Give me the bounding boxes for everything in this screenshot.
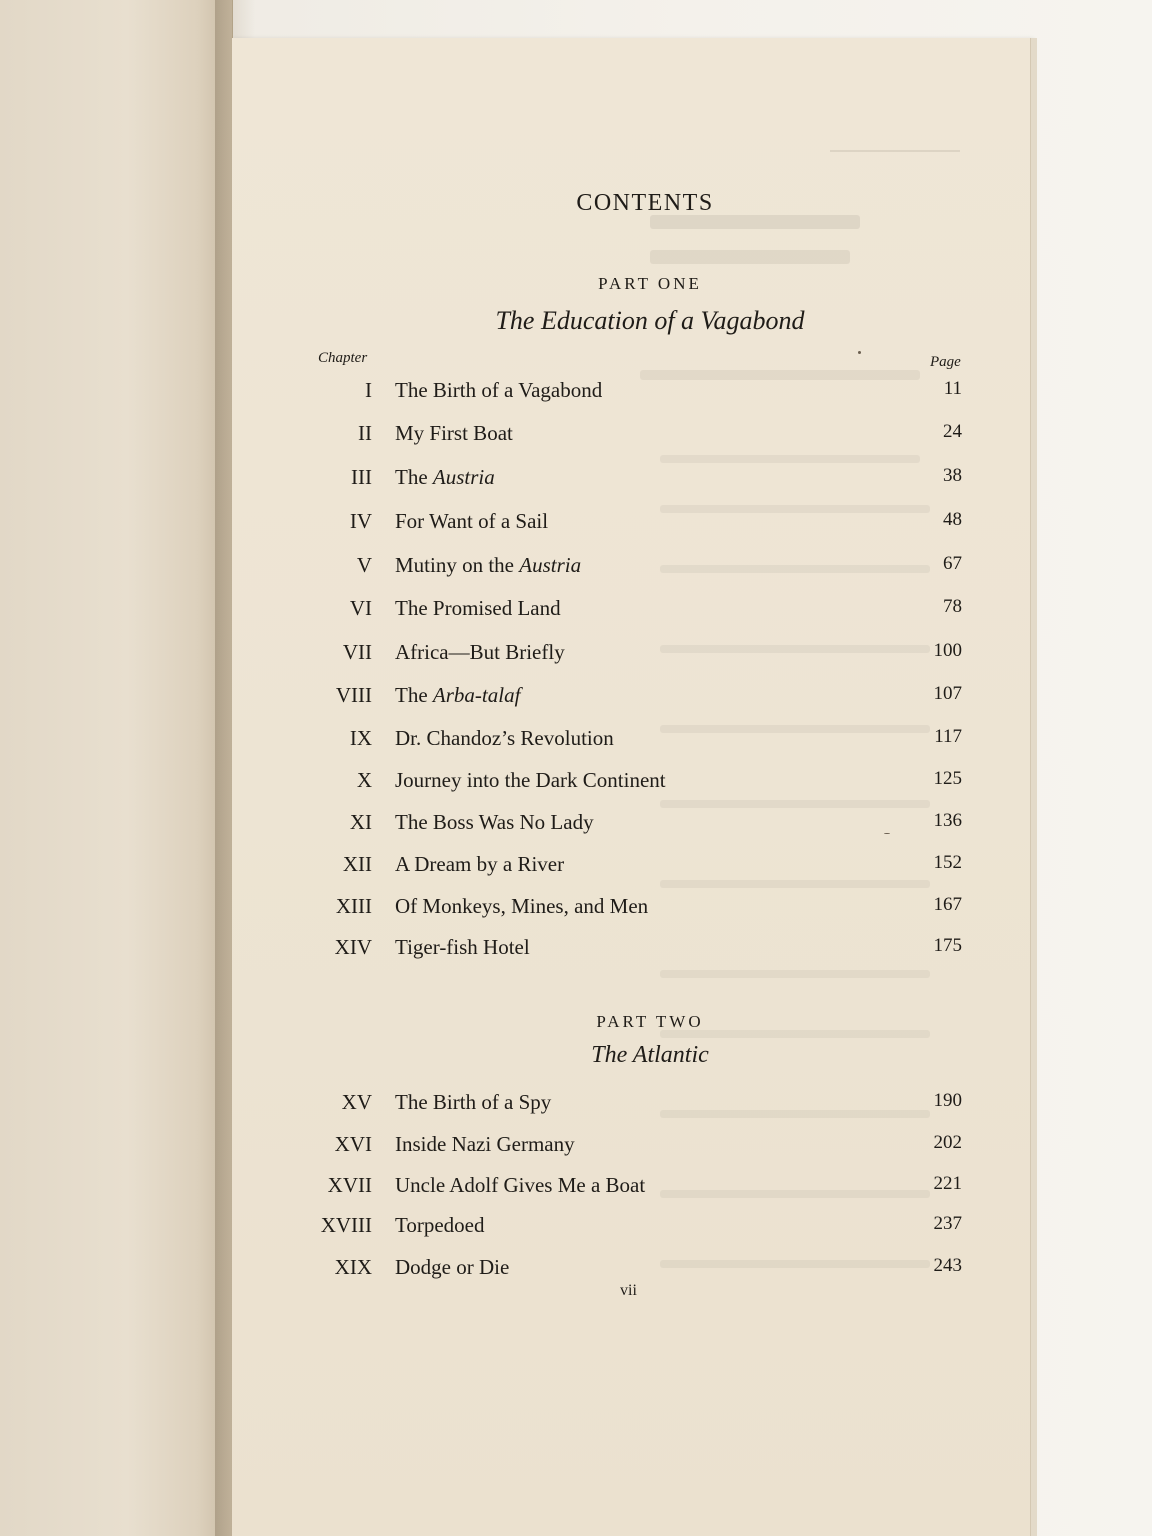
part-two-label: PART TWO (596, 1012, 704, 1031)
chapter-title: Uncle Adolf Gives Me a Boat (395, 1173, 646, 1197)
page-folio: vii (620, 1282, 637, 1299)
chapter-column-header: Chapter (318, 350, 368, 366)
chapter-title: The Boss Was No Lady (395, 810, 594, 834)
chapter-number: V (356, 553, 372, 577)
chapter-number: XVIII (320, 1213, 372, 1237)
chapter-number: XIX (334, 1255, 372, 1279)
chapter-page: 38 (943, 465, 962, 486)
paper-speck (858, 351, 861, 354)
chapter-title: Dr. Chandoz’s Revolution (395, 726, 614, 750)
chapter-page: 243 (933, 1255, 962, 1276)
chapter-title: My First Boat (395, 421, 513, 445)
chapter-number: VI (349, 596, 372, 620)
chapter-number: XIV (334, 935, 372, 959)
chapter-page: 202 (933, 1132, 962, 1153)
chapter-number: VIII (335, 683, 372, 707)
chapter-number: X (356, 768, 372, 792)
chapter-title: Of Monkeys, Mines, and Men (395, 894, 649, 918)
chapter-page: 175 (933, 935, 962, 956)
chapter-number: XI (349, 810, 372, 834)
chapter-page: 48 (943, 509, 962, 530)
chapter-number: II (358, 421, 372, 445)
chapter-number: IV (349, 509, 372, 533)
toc-row[interactable] (300, 768, 970, 802)
chapter-page: 237 (933, 1213, 962, 1234)
chapter-title: Tiger-fish Hotel (395, 935, 530, 959)
chapter-page: 117 (934, 726, 962, 747)
part-one-label: PART ONE (598, 274, 702, 293)
chapter-number: XV (341, 1090, 372, 1114)
chapter-page: 67 (943, 553, 962, 574)
toc-row[interactable] (300, 683, 970, 717)
chapter-title: Journey into the Dark Continent (395, 768, 666, 792)
chapter-page: 152 (933, 852, 962, 873)
chapter-number: XII (342, 852, 372, 876)
toc-row[interactable] (300, 894, 970, 928)
chapter-title: The Birth of a Spy (395, 1090, 552, 1114)
chapter-page: 190 (933, 1090, 962, 1111)
chapter-page: 125 (933, 768, 962, 789)
toc-row[interactable] (300, 1132, 970, 1166)
chapter-number: III (351, 465, 372, 489)
chapter-page: 24 (943, 421, 962, 442)
left-page-edge (0, 0, 233, 1536)
chapter-page: 11 (943, 378, 962, 399)
toc-row[interactable] (300, 465, 970, 499)
chapter-title: Inside Nazi Germany (395, 1132, 575, 1156)
chapter-page: 221 (933, 1173, 962, 1194)
toc-row[interactable] (300, 553, 970, 587)
toc-row[interactable] (300, 852, 970, 886)
page-edge (1030, 38, 1037, 1536)
toc-row[interactable] (300, 1213, 970, 1247)
chapter-number: XIII (335, 894, 372, 918)
chapter-title: The Austria (395, 465, 495, 489)
chapter-number: XVI (334, 1132, 372, 1156)
chapter-title: A Dream by a River (395, 852, 565, 876)
toc-row[interactable] (300, 1173, 970, 1207)
page-column-header: Page (930, 354, 961, 370)
toc-row[interactable] (300, 1090, 970, 1124)
chapter-page: 78 (943, 596, 962, 617)
toc-row[interactable] (300, 640, 970, 674)
chapter-title: The Birth of a Vagabond (395, 378, 603, 402)
chapter-title: Torpedoed (395, 1213, 485, 1237)
chapter-page: 107 (933, 683, 962, 704)
part-two-title: The Atlantic (591, 1042, 709, 1068)
chapter-page: 136 (933, 810, 962, 831)
toc-row[interactable] (300, 935, 970, 969)
chapter-title: Africa—But Briefly (395, 640, 565, 664)
chapter-title: The Promised Land (395, 596, 561, 620)
chapter-page: 167 (933, 894, 962, 915)
chapter-number: VII (342, 640, 372, 664)
chapter-number: XVII (327, 1173, 372, 1197)
toc-row[interactable] (300, 421, 970, 455)
toc-row[interactable] (300, 509, 970, 543)
chapter-title: For Want of a Sail (395, 509, 549, 533)
toc-row[interactable] (300, 810, 970, 844)
toc-row[interactable] (300, 378, 970, 412)
chapter-number: I (365, 378, 372, 402)
chapter-title: The Arba-talaf (395, 683, 521, 707)
part-one-title: The Education of a Vagabond (495, 306, 805, 335)
chapter-title: Dodge or Die (395, 1255, 510, 1279)
chapter-title: Mutiny on the Austria (395, 553, 582, 577)
chapter-number: IX (349, 726, 372, 750)
chapter-page: 100 (933, 640, 962, 661)
page-title: CONTENTS (576, 190, 714, 216)
toc-row[interactable] (300, 596, 970, 630)
toc-row[interactable] (300, 726, 970, 760)
